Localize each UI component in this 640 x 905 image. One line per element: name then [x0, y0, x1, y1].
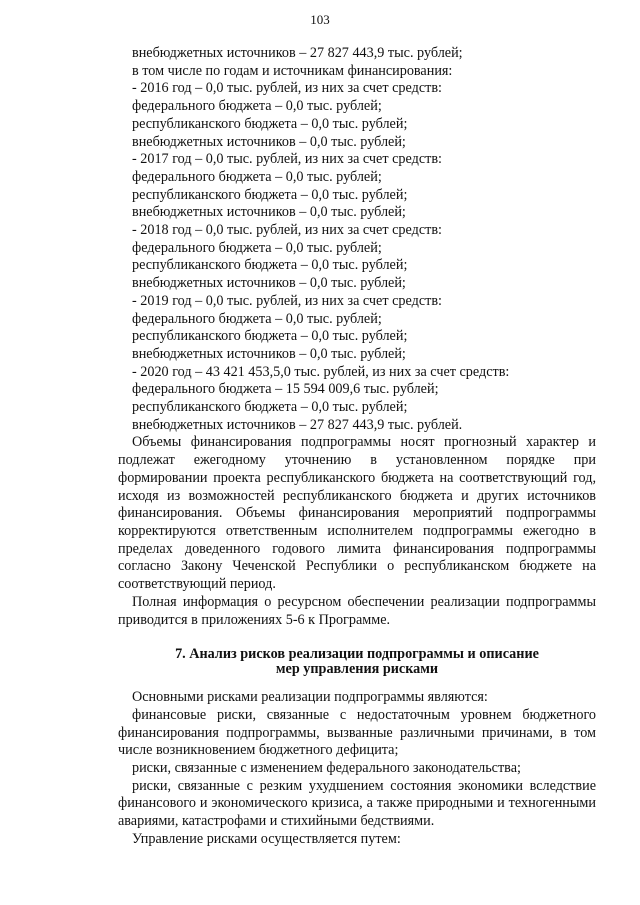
funding-line: республиканского бюджета – 0,0 тыс. рублей; [132, 115, 408, 132]
funding-line: республиканского бюджета – 0,0 тыс. рублей; [132, 186, 408, 203]
funding-line: федерального бюджета – 0,0 тыс. рублей; [132, 310, 382, 327]
paragraph-financial-risks: финансовые риски, связанные с недостаточным уровнем бюджетного финансирования подпрограммы, вызванные различными причинами, в том числе возникновением бюджетного дефицита; [118, 706, 596, 759]
section-heading-line: мер управления рисками [275, 661, 439, 678]
funding-line: федерального бюджета – 15 594 009,6 тыс. рублей; [132, 381, 439, 398]
funding-line: федерального бюджета – 0,0 тыс. рублей; [132, 239, 382, 256]
funding-line: федерального бюджета – 0,0 тыс. рублей; [132, 98, 382, 115]
funding-list [118, 45, 596, 434]
page-number: 103 [310, 12, 330, 27]
paragraph-full-info: Полная информация о ресурсном обеспечении реализации подпрограммы приводится в приложениях 5-6 к Программе. [118, 593, 596, 628]
funding-line: республиканского бюджета – 0,0 тыс. рублей; [132, 399, 408, 416]
page-content [118, 45, 596, 849]
paragraph-funding-volumes: Объемы финансирования подпрограммы носят прогнозный характер и подлежат ежегодному уточнению в установленном порядке при формировании проекта республиканского бюджета на соответствующий год, исходя из возможностей республиканского бюджета и других источников финансирования. Объемы финансирования мероприятий подпрограммы корректируются ответственным исполнителем подпрограммы ежегодно в пределах доведенного годового лимита финансирования подпрограммы согласно Закону Чеченской Республики о республиканском бюджете на соответствующий период. [118, 434, 596, 593]
section-heading-line: 7. Анализ рисков реализации подпрограммы и описание [175, 646, 539, 663]
funding-line: внебюджетных источников – 0,0 тыс. рублей; [132, 275, 406, 292]
section-heading [118, 647, 596, 677]
paragraph-risk-management: Управление рисками осуществляется путем: [132, 830, 401, 847]
funding-line: внебюджетных источников – 0,0 тыс. рублей; [132, 204, 406, 221]
funding-line: республиканского бюджета – 0,0 тыс. рублей; [132, 328, 408, 345]
funding-line: внебюджетных источников – 0,0 тыс. рублей; [132, 133, 406, 150]
funding-line: в том числе по годам и источникам финансирования: [132, 62, 453, 79]
paragraph-economic-risks: риски, связанные с резким ухудшением состояния экономики вследствие финансового и экономического кризиса, а также природными и техногенными авариями, катастрофами и стихийными бедствиями. [118, 777, 596, 830]
funding-line: - 2016 год – 0,0 тыс. рублей, из них за счет средств: [132, 80, 442, 97]
funding-line: внебюджетных источников – 27 827 443,9 тыс. рублей. [132, 416, 463, 433]
funding-line: - 2020 год – 43 421 453,5,0 тыс. рублей, из них за счет средств: [132, 363, 510, 380]
paragraph-main-risks: Основными рисками реализации подпрограммы являются: [132, 689, 488, 706]
funding-line: республиканского бюджета – 0,0 тыс. рублей; [132, 257, 408, 274]
funding-line: федерального бюджета – 0,0 тыс. рублей; [132, 168, 382, 185]
funding-line: внебюджетных источников – 0,0 тыс. рублей; [132, 345, 406, 362]
funding-line: внебюджетных источников – 27 827 443,9 тыс. рублей; [132, 45, 463, 61]
funding-line: - 2019 год – 0,0 тыс. рублей, из них за счет средств: [132, 292, 442, 309]
funding-line: - 2018 год – 0,0 тыс. рублей, из них за счет средств: [132, 222, 442, 239]
funding-line: - 2017 год – 0,0 тыс. рублей, из них за счет средств: [132, 151, 442, 168]
paragraph-legal-risks: риски, связанные с изменением федерального законодательства; [132, 760, 521, 777]
